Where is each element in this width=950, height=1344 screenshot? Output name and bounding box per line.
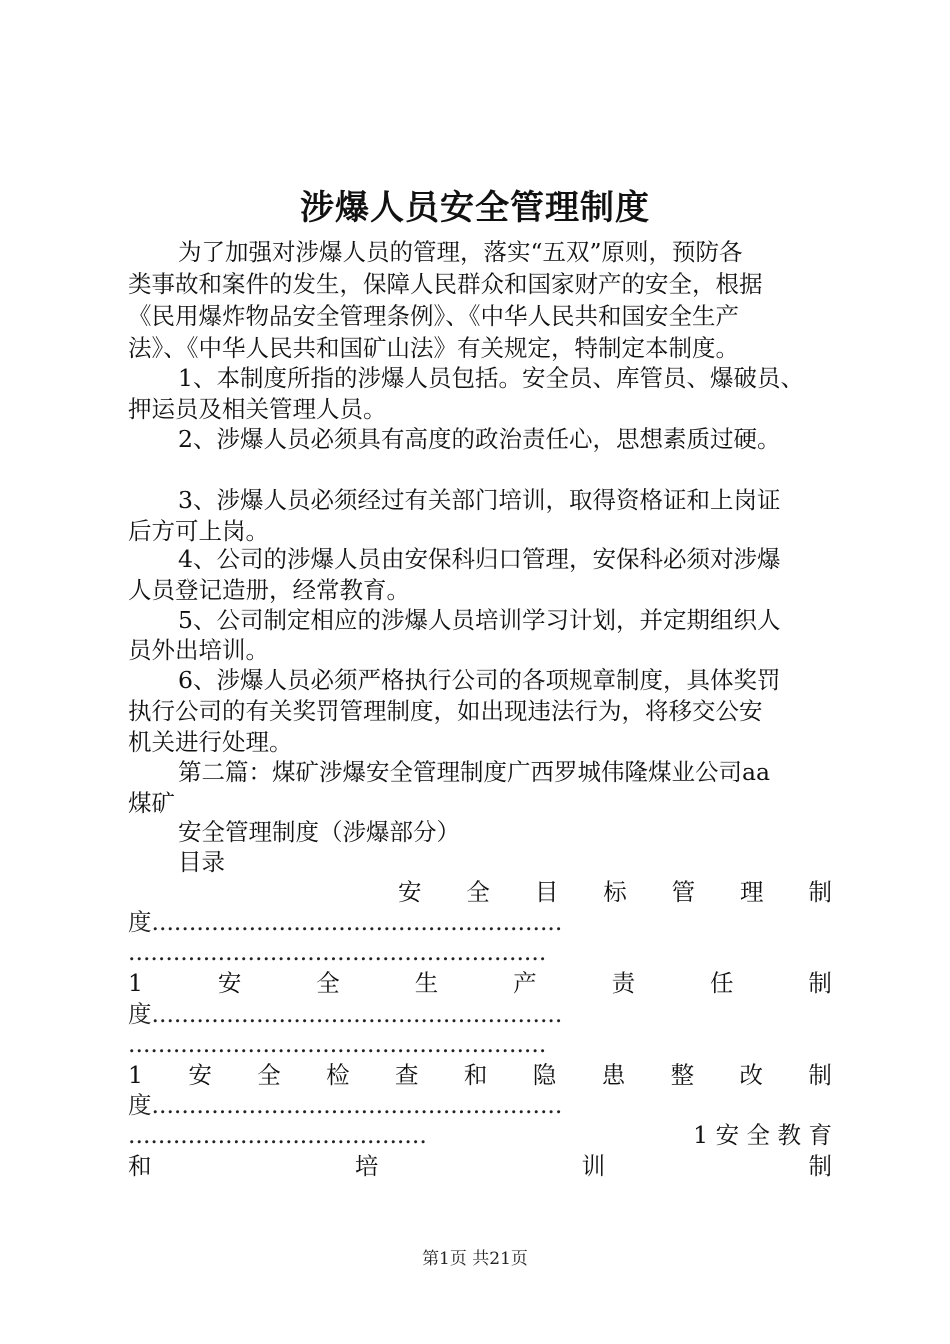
toc-entry-heading <box>128 1059 832 1091</box>
toc-char: 制 <box>808 969 832 997</box>
toc-char: 改 <box>739 1061 763 1089</box>
toc-char: 安 <box>398 878 422 906</box>
toc-char: 制 <box>808 1152 832 1180</box>
toc-char: 和 <box>128 1152 152 1180</box>
toc-entry-heading <box>128 1150 832 1182</box>
paragraph-line: 6、涉爆人员必须严格执行公司的各项规章制度，具体奖罚 <box>178 666 781 694</box>
toc-char: 制 <box>808 878 832 906</box>
toc-char: 生 <box>414 969 439 997</box>
toc-char: 全 <box>316 969 340 997</box>
toc-char: 目 <box>534 878 559 906</box>
paragraph-line: 第二篇：煤矿涉爆安全管理制度广西罗城伟隆煤业公司aa <box>178 758 771 786</box>
toc-next-entry: 1 安 全 教 育 <box>693 1121 832 1149</box>
paragraph-line: 押运员及相关管理人员。 <box>128 395 387 423</box>
toc-char: 安 <box>217 969 242 997</box>
toc-char: 产 <box>513 969 537 997</box>
paragraph-line: 《民用爆炸物品安全管理条例》、《中华人民共和国安全生产 <box>128 302 739 330</box>
toc-char: 1 <box>128 1061 143 1089</box>
toc-char: 隐 <box>532 1061 557 1089</box>
toc-entry-heading <box>128 967 832 999</box>
toc-char: 培 <box>354 1152 379 1180</box>
toc-leader: 度....................................................... <box>128 1000 563 1028</box>
toc-leader-row <box>128 1119 832 1151</box>
paragraph-line: 目录 <box>178 848 225 876</box>
document-title: 涉爆人员安全管理制度 <box>300 188 650 228</box>
toc-char: 任 <box>709 969 734 997</box>
paragraph-line: 执行公司的有关奖罚管理制度，如出现违法行为，将移交公安 <box>128 697 763 725</box>
paragraph-line: 后方可上岗。 <box>128 517 269 545</box>
toc-char: 训 <box>581 1152 606 1180</box>
toc-char: 安 <box>188 1061 212 1089</box>
paragraph-line: 1、本制度所指的涉爆人员包括。安全员、库管员、爆破员、 <box>178 364 804 392</box>
toc-leader: 度....................................................... <box>128 908 563 936</box>
toc-entry-heading <box>398 876 832 908</box>
toc-leader: 度....................................................... <box>128 1091 563 1119</box>
toc-char: 全 <box>466 878 490 906</box>
toc-leader: ........................................ <box>128 1121 427 1149</box>
paragraph-line: 人员登记造册，经常教育。 <box>128 576 410 604</box>
toc-char: 全 <box>257 1061 281 1089</box>
paragraph-line: 机关进行处理。 <box>128 728 293 756</box>
toc-char: 检 <box>326 1061 350 1089</box>
toc-leader: ........................................................ <box>128 938 547 966</box>
toc-leader: ........................................................ <box>128 1030 547 1058</box>
toc-char: 患 <box>601 1061 626 1089</box>
toc-char: 管 <box>671 878 696 906</box>
paragraph-line: 3、涉爆人员必须经过有关部门培训，取得资格证和上岗证 <box>178 486 781 514</box>
toc-char: 和 <box>463 1061 488 1089</box>
paragraph-line: 法》、《中华人民共和国矿山法》有关规定，特制定本制度。 <box>128 334 739 362</box>
toc-char: 责 <box>611 969 636 997</box>
paragraph-line: 2、涉爆人员必须具有高度的政治责任心，思想素质过硬。 <box>178 425 781 453</box>
toc-char: 查 <box>395 1061 419 1089</box>
paragraph-line: 安全管理制度（涉爆部分） <box>178 818 460 846</box>
paragraph-line: 类事故和案件的发生，保障人民群众和国家财产的安全，根据 <box>128 270 763 298</box>
page-footer: 第1页 共21页 <box>422 1249 528 1269</box>
toc-char: 标 <box>603 878 627 906</box>
paragraph-line: 为了加强对涉爆人员的管理，落实“五双”原则，预防各 <box>178 238 743 266</box>
toc-char: 整 <box>670 1061 695 1089</box>
paragraph-line: 煤矿 <box>128 789 175 817</box>
toc-char: 1 <box>128 969 143 997</box>
paragraph-line: 员外出培训。 <box>128 636 269 664</box>
paragraph-line: 5、公司制定相应的涉爆人员培训学习计划，并定期组织人 <box>178 606 781 634</box>
toc-char: 制 <box>808 1061 832 1089</box>
paragraph-line: 4、公司的涉爆人员由安保科归口管理，安保科必须对涉爆 <box>178 545 781 573</box>
toc-char: 理 <box>740 878 764 906</box>
